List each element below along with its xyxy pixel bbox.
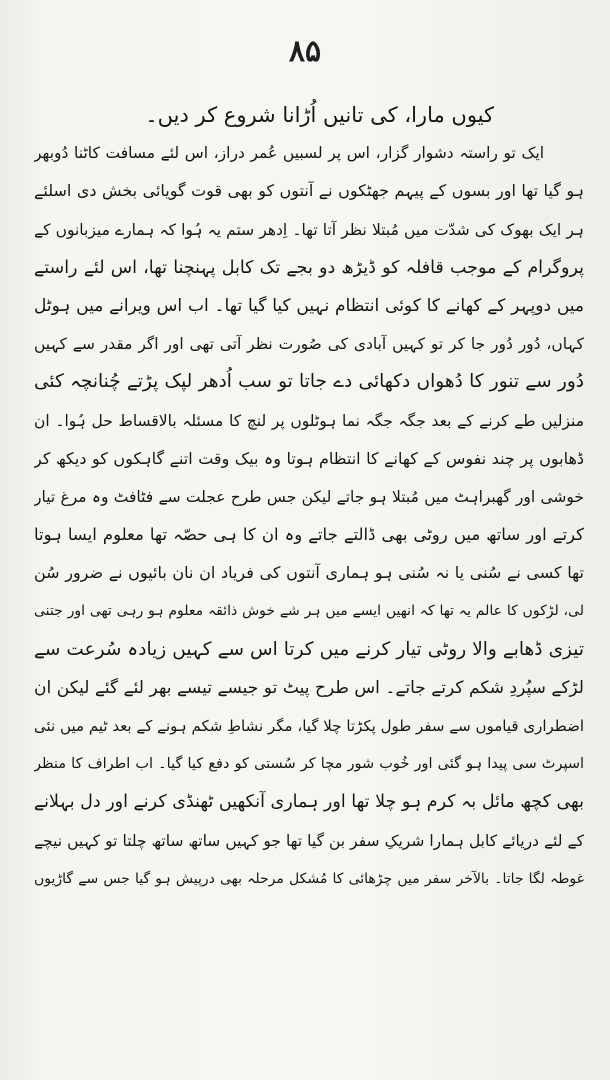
text-line: خوشی اور گھبراہٹ میں مُبتلا ہو جاتے لیکن جس طرح عجلت سے فٹافٹ وہ مرغ تیار [34,487,584,506]
text-line: بھی کچھ مائل بہ کرم ہو چلا تھا اور ہماری آنکھیں ٹھنڈی کرنے اور دل بہلانے [34,792,584,813]
text-line: ڈھابوں پر چند نفوس کے کھانے کا انتظام ہوتا وہ بیک وقت اتنے گاہکوں کو دیکھ کر [34,448,584,468]
text-line: دُور سے تنور کا دُھواں دکھائی دے جاتا تو سب اُدھر لپک پڑتے چُنانچہ کئی [34,371,584,393]
text-line: لی، لڑکوں کا عالم یہ تھا کہ انھیں ایسے میں ہر شے خوش ذائقہ معلوم ہو رہی تھی اور جتنی [34,603,584,620]
body-text [34,96,584,898]
text-line: کیوں مارا، کی تانیں اُڑانا شروع کر دیں۔ [145,103,494,127]
text-line: اضطراری قیاموں سے سفر طول پکڑتا چلا گیا، مگر نشاطِ شکم ہونے کے بعد ٹیم میں نئی [34,717,584,735]
text-line: تیزی ڈھابے والا روٹی تیار کرنے میں کرتا اس سے کہیں زیادہ سُرعت سے [34,638,584,660]
text-line: غوطہ لگا جاتا۔ بالآخر سفر میں چڑھائی کا مُشکل مرحلہ بھی درپیش ہو گیا جس سے گاڑیوں [34,870,584,887]
text-line: تھا کسی نے سُنی یا نہ سُنی ہو ہماری آنتوں کی فریاد ان نان بائیوں نے ضرور سُن [34,563,584,583]
text-line: لڑکے سپُردِ شکم کرتے جاتے۔ اس طرح پیٹ تو جیسے تیسے بھر لئے گئے لیکن ان [34,677,584,698]
text-line: کہاں، دُور دُور جا کر تو کہیں آبادی کی صُورت نظر آتی تھی اور اگر مقدر سے کہیں [34,335,584,354]
text-line: ہر ایک بھوک کی شدّت میں مُبتلا نظر آتا تھا۔ اِدھر ستم یہ ہُوا کہ ہمارے میزبانوں کے [34,220,584,239]
text-line: پروگرام کے موجب قافلہ کو ڈیڑھ دو بجے تک کابل پہنچنا تھا، اس لئے راستے [34,257,584,278]
text-line: منزلیں طے کرنے کے بعد جگہ جگہ نما ہوٹلوں پر لنچ کا مسئلہ بالاقساط حل ہُوا۔ ان [34,411,584,430]
text-line: ایک تو راستہ دشوار گزار، اس پر لسبیں عُمر دراز، اس لئے مسافت کاٹنا دُوبھر [34,144,544,163]
text-line: کے لئے دریائے کابل ہمارا شریکِ سفر بن گیا تھا جو کہیں ساتھ ساتھ چلتا تو کہیں نیچے [34,831,584,850]
page-number: ۸۵ [288,34,322,69]
text-line: میں دوپہر کے کھانے کا کوئی انتظام نہیں کیا گیا تھا۔ اب اس ویرانے میں ہوٹل [34,295,584,316]
text-line: کرتے اور ساتھ میں روٹی بھی ڈالتے جاتے وہ ان کا ہی حصّہ تھا معلوم ایسا ہوتا [34,525,584,545]
text-line: اسپرٹ سی پیدا ہو گئی اور خُوب شور مچا کر سُستی کو دفع کیا گیا۔ اب اطراف کا منظر [34,756,584,773]
text-line: ہو گیا تھا اور بسوں کے پیہم جھٹکوں نے آنتوں کو بھی قوت گویائی بخش دی اسلئے [34,181,584,201]
